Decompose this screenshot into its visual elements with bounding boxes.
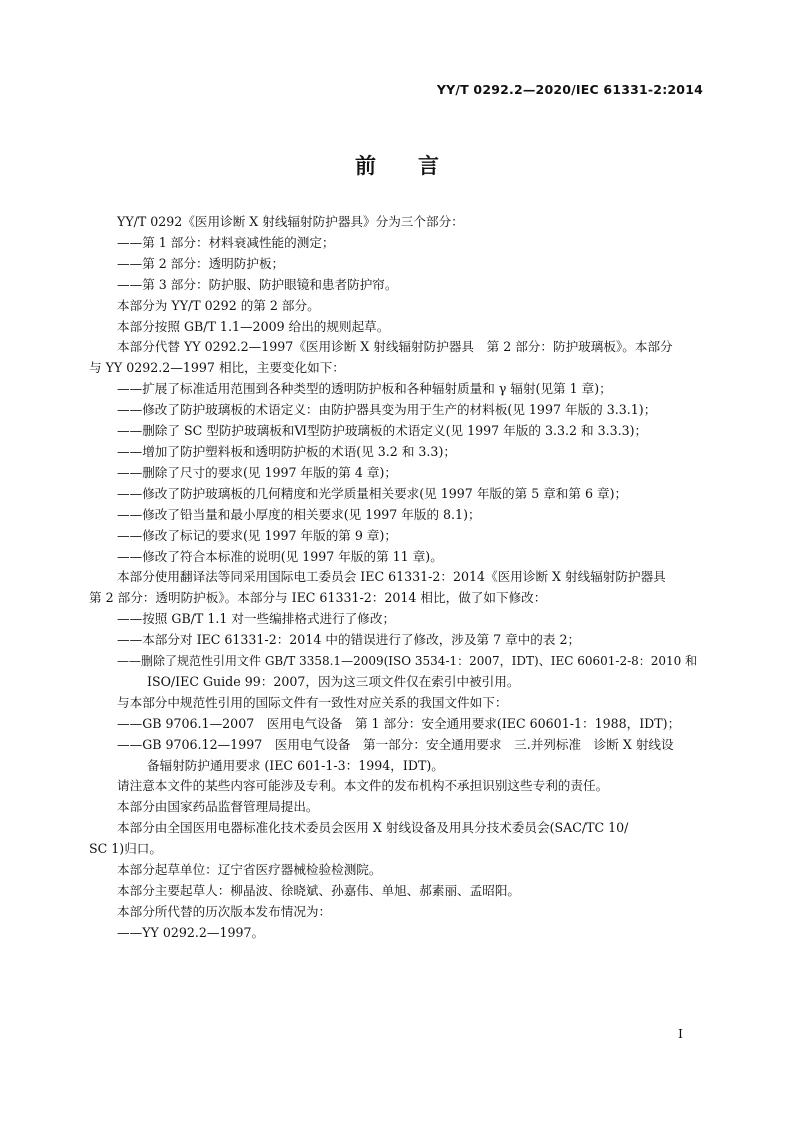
list-item-cont: ISO/IEC Guide 99：2007，因为这三项文件仅在索引中被引用。 [147, 673, 520, 689]
list-item: ——修改了标记的要求(见 1997 年版的第 9 章)； [117, 527, 397, 543]
list-item: ——删除了规范性引用文件 GB/T 3358.1—2009(ISO 3534-1：2007，IDT)、IEC 60601-2-8：2010 和 [117, 654, 698, 669]
paragraph: 本部分为 YY/T 0292 的第 2 部分。 [117, 297, 320, 313]
paragraph-drafters: 本部分主要起草人：柳晶波、徐晓斌、孙嘉伟、单旭、郝素丽、孟昭阳。 [117, 883, 520, 898]
paragraph-adoption: 本部分使用翻译法等同采用国际电工委员会 IEC 61331-2：2014《医用诊断 X 射线辐射防护器具 [117, 569, 666, 585]
paragraph-replaces: 本部分代替 YY 0292.2—1997《医用诊断 X 射线辐射防护器具 第 2 部分：防护玻璃板》。本部分 [117, 339, 673, 355]
paragraph-parts: YY/T 0292《医用诊断 X 射线辐射防护器具》分为三个部分： [117, 214, 464, 229]
list-item: ——修改了防护玻璃板的术语定义：由防护器具变为用于生产的材料板(见 1997 年版的 3.3.1)； [117, 402, 657, 418]
list-item: ——修改了符合本标准的说明(见 1997 年版的第 11 章)。 [117, 548, 443, 564]
paragraph-committee: 本部分由全国医用电器标准化技术委员会医用 X 射线设备及用具分技术委员会(SAC/TC 10/ [117, 820, 629, 836]
list-item: ——GB 9706.12—1997 医用电气设备 第一部分：安全通用要求 三.并列标准 诊断 X 射线设 [117, 736, 674, 752]
list-item: ——扩展了标准适用范围到各种类型的透明防护板和各种辐射质量和 γ 辐射(见第 1 章)； [117, 381, 612, 397]
list-item: ——修改了铅当量和最小厚度的相关要求(见 1997 年版的 8.1)； [117, 506, 481, 522]
page-number: I [678, 1026, 683, 1041]
list-item: ——修改了防护玻璃板的几何精度和光学质量相关要求(见 1997 年版的第 5 章和第 6 章)； [117, 485, 628, 501]
paragraph-drafting-unit: 本部分起草单位：辽宁省医疗器械检验检测院。 [117, 862, 382, 878]
list-item: ——GB 9706.1—2007 医用电气设备 第 1 部分：安全通用要求(IEC 60601-1：1988，IDT)； [117, 715, 681, 731]
list-item: ——第 3 部分：防护服、防护眼镜和患者防护帘。 [117, 276, 398, 292]
paragraph: 本部分所代替的历次版本发布情况为： [117, 903, 332, 919]
list-item: ——第 1 部分：材料衰减性能的测定； [117, 234, 335, 250]
list-item: ——YY 0292.2—1997。 [117, 924, 265, 940]
title-char-1: 前 [355, 154, 376, 178]
list-item: ——删除了 SC 型防护玻璃板和Ⅵ型防护玻璃板的术语定义(见 1997 年版的 3.3.2 和 3.3.3)； [117, 423, 648, 439]
page-title [0, 150, 794, 180]
foreword-body [89, 212, 705, 944]
paragraph-adoption-cont: 第 2 部分：透明防护板》。本部分与 IEC 61331-2：2014 相比，做了如下修改： [89, 590, 547, 606]
list-item-cont: 备辐射防护通用要求 (IEC 601-1-3：1994，IDT)。 [147, 757, 444, 773]
list-item: ——按照 GB/T 1.1 对一些编排格式进行了修改； [117, 611, 396, 627]
list-item: ——删除了尺寸的要求(见 1997 年版的第 4 章)； [117, 464, 397, 480]
paragraph: 本部分由国家药品监督管理局提出。 [117, 799, 319, 815]
paragraph: 本部分按照 GB/T 1.1—2009 给出的规则起草。 [117, 318, 390, 334]
list-item: ——第 2 部分：透明防护板； [117, 255, 285, 271]
paragraph-committee-cont: SC 1)归口。 [89, 841, 162, 857]
paragraph-patent: 请注意本文件的某些内容可能涉及专利。本文件的发布机构不承担识别这些专利的责任。 [117, 778, 609, 794]
standard-code: YY/T 0292.2—2020/IEC 61331-2:2014 [436, 82, 703, 97]
list-item: ——本部分对 IEC 61331-2：2014 中的错误进行了修改，涉及第 7 章中的表 2； [117, 632, 581, 648]
paragraph: 与本部分中规范性引用的国际文件有一致性对应关系的我国文件如下： [117, 694, 508, 710]
title-char-2: 言 [418, 154, 439, 178]
list-item: ——增加了防护塑料板和透明防护板的术语(见 3.2 和 3.3)； [117, 443, 456, 459]
paragraph-replaces-cont: 与 YY 0292.2—1997 相比，主要变化如下： [89, 360, 345, 376]
